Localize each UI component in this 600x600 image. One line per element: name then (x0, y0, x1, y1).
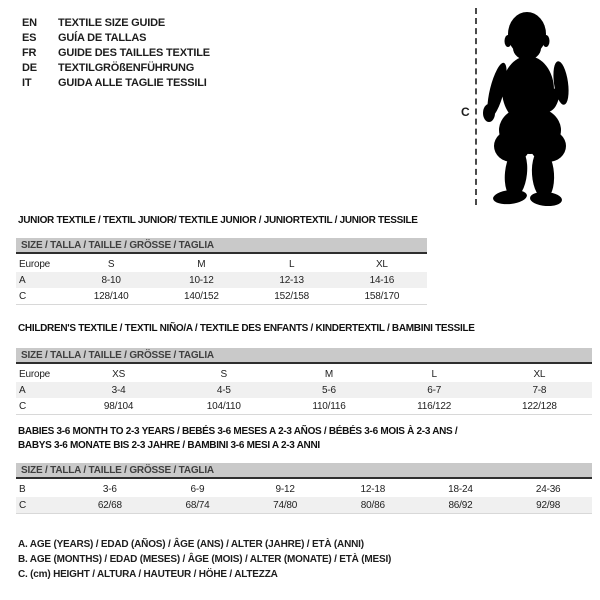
footnote-c: C. (cm) HEIGHT / ALTURA / HAUTEUR / HÖHE / ALTEZZA (18, 569, 278, 580)
size-label-cell: S (107, 258, 115, 270)
language-code: ES (22, 32, 37, 44)
value-cell: 74/80 (241, 497, 329, 514)
value-cell: 6-9 (190, 483, 205, 495)
language-code: IT (22, 77, 32, 89)
value-cell: 98/104 (66, 398, 171, 415)
language-row (22, 46, 210, 61)
language-title: GUIDE DES TAILLES TEXTILE (58, 47, 210, 59)
children-table-title: CHILDREN'S TEXTILE / TEXTIL NIÑO/A / TEXTILE DES ENFANTS / KINDERTEXTIL / BAMBINI TESSILE (18, 323, 475, 334)
children-size-table (16, 366, 592, 415)
table-row (16, 497, 592, 514)
language-row (22, 16, 210, 31)
row-key-cell: Europe (19, 258, 51, 270)
value-cell: 9-12 (275, 483, 295, 495)
row-key-cell: B (19, 483, 26, 495)
size-label-cell: M (197, 258, 206, 270)
language-title: TEXTILGRÖßENFÜHRUNG (58, 62, 195, 74)
footnotes (18, 537, 391, 582)
value-cell: 18-24 (448, 483, 473, 495)
size-label-cell: S (220, 368, 228, 380)
value-cell: 92/98 (504, 497, 592, 514)
row-key-cell: C (16, 497, 66, 514)
junior-table-title: JUNIOR TEXTILE / TEXTIL JUNIOR/ TEXTILE JUNIOR / JUNIORTEXTIL / JUNIOR TESSILE (18, 215, 418, 226)
value-cell: 110/116 (276, 398, 381, 415)
language-row (22, 76, 210, 91)
value-cell: 3-6 (102, 483, 117, 495)
table-row (16, 382, 592, 398)
size-label-cell: L (288, 258, 295, 270)
size-label-cell: L (431, 368, 437, 380)
language-row (22, 61, 210, 76)
babies-size-table (16, 481, 592, 514)
row-key-cell: Europe (19, 368, 51, 380)
value-cell: 158/170 (337, 288, 427, 305)
row-key-cell: A (19, 384, 26, 396)
value-cell: 116/122 (382, 398, 487, 415)
value-cell: 80/86 (329, 497, 417, 514)
table-row (16, 366, 592, 382)
junior-size-table (16, 256, 427, 305)
value-cell: 8-10 (101, 274, 121, 286)
children-size-header-bar: SIZE / TALLA / TAILLE / GRÖSSE / TAGLIA (16, 348, 592, 364)
table-row (16, 288, 427, 305)
table-row (16, 272, 427, 288)
footnote-b: B. AGE (MONTHS) / EDAD (MESES) / ÂGE (MOIS) / ALTER (MONATE) / ETÀ (MESI) (18, 554, 392, 565)
value-cell: 140/152 (156, 288, 246, 305)
baby-silhouette-icon (480, 8, 572, 206)
size-label-cell: XS (112, 368, 126, 380)
value-cell: 128/140 (66, 288, 156, 305)
language-code: FR (22, 47, 37, 59)
size-label-cell: M (324, 368, 334, 380)
value-cell: 6-7 (427, 384, 442, 396)
babies-title-line-2: BABYS 3-6 MONATE BIS 2-3 JAHRE / BAMBINI 3-6 MESI A 2-3 ANNI (18, 440, 320, 451)
language-code: EN (22, 17, 37, 29)
language-title: GUIDA ALLE TAGLIE TESSILI (58, 77, 207, 89)
value-cell: 5-6 (322, 384, 336, 396)
value-cell: 12-13 (279, 274, 304, 286)
language-row (22, 31, 210, 46)
height-measure-dashed-line (475, 8, 477, 205)
footnote-a: A. AGE (YEARS) / EDAD (AÑOS) / ÂGE (ANS) / ALTER (JAHRE) / ETÀ (ANNI) (18, 539, 364, 550)
row-key-cell: A (19, 274, 26, 286)
value-cell: 104/110 (171, 398, 276, 415)
language-list (22, 16, 210, 91)
table-row (16, 481, 592, 497)
language-title: TEXTILE SIZE GUIDE (58, 17, 166, 29)
value-cell: 3-4 (111, 384, 126, 396)
language-code: DE (22, 62, 37, 74)
babies-table-title (18, 425, 583, 453)
value-cell: 68/74 (154, 497, 242, 514)
value-cell: 12-18 (360, 483, 386, 495)
value-cell: 122/128 (487, 398, 592, 415)
value-cell: 7-8 (532, 384, 547, 396)
babies-title-line-1: BABIES 3-6 MONTH TO 2-3 YEARS / BEBÉS 3-6 MESES A 2-3 AÑOS / BÉBÉS 3-6 MOIS À 2-3 ANS / (18, 426, 458, 437)
size-label-cell: XL (375, 258, 388, 270)
value-cell: 86/92 (417, 497, 505, 514)
row-key-cell: C (16, 398, 66, 415)
value-cell: 152/158 (247, 288, 337, 305)
size-label-cell: XL (533, 368, 546, 380)
value-cell: 10-12 (189, 274, 214, 286)
value-cell: 14-16 (369, 274, 395, 286)
table-row (16, 398, 592, 415)
table-row (16, 256, 427, 272)
junior-size-header-bar: SIZE / TALLA / TAILLE / GRÖSSE / TAGLIA (16, 238, 427, 254)
height-label-c: C (461, 105, 470, 119)
row-key-cell: C (16, 288, 66, 305)
value-cell: 24-36 (535, 483, 561, 495)
value-cell: 4-5 (216, 384, 231, 396)
language-title: GUÍA DE TALLAS (58, 32, 147, 44)
babies-size-header-bar: SIZE / TALLA / TAILLE / GRÖSSE / TAGLIA (16, 463, 592, 479)
value-cell: 62/68 (66, 497, 154, 514)
